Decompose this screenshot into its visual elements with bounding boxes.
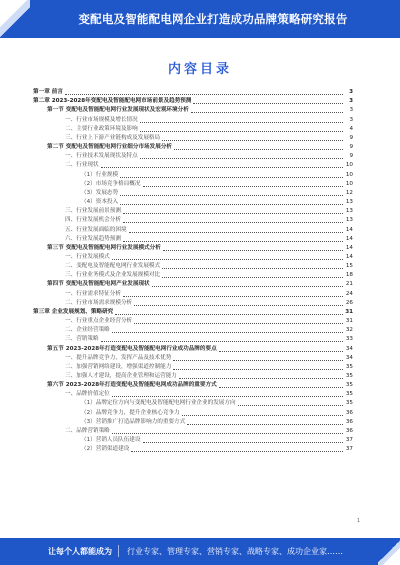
toc-leader-dots bbox=[162, 267, 343, 269]
toc-entry[interactable] bbox=[33, 115, 353, 124]
toc-entry[interactable] bbox=[33, 253, 353, 262]
toc-leader-dots bbox=[193, 102, 343, 104]
toc-entry-label: 二、加强营销网络建设，增强渠道控制能力 bbox=[65, 363, 172, 370]
toc-entry-label: 第一章 前言 bbox=[33, 89, 63, 96]
toc-leader-dots bbox=[143, 441, 344, 443]
toc-leader-dots bbox=[163, 249, 343, 251]
toc-leader-dots bbox=[173, 359, 343, 361]
toc-leader-dots bbox=[134, 322, 343, 324]
toc-entry-label: 一、行业技术发展现状及特点 bbox=[65, 153, 138, 160]
toc-leader-dots bbox=[123, 221, 343, 223]
toc-leader-dots bbox=[173, 368, 343, 370]
toc-entry[interactable] bbox=[33, 235, 353, 244]
toc-entry[interactable] bbox=[33, 308, 353, 317]
toc-entry[interactable] bbox=[33, 418, 353, 427]
toc-entry[interactable] bbox=[33, 143, 353, 152]
toc-leader-dots bbox=[140, 121, 343, 123]
toc-leader-dots bbox=[140, 130, 343, 132]
toc-leader-dots bbox=[219, 350, 343, 352]
toc-entry-label: （2）品牌竞争力，提升企业核心竞争力 bbox=[81, 409, 180, 416]
toc-entry-label: 三、营销策略 bbox=[65, 336, 99, 343]
toc-leader-dots bbox=[129, 231, 343, 233]
toc-entry-page: 31 bbox=[345, 318, 353, 325]
toc-entry-label: 第三章 企业发展规划、策略研究 bbox=[33, 308, 114, 315]
toc-entry-page: 37 bbox=[345, 437, 353, 444]
report-header-bar bbox=[0, 0, 400, 38]
footer-divider bbox=[118, 545, 119, 557]
toc-entry-label: 第三节 变配电及智能配电网行业发展模式分析 bbox=[47, 244, 161, 251]
toc-entry[interactable] bbox=[33, 225, 353, 234]
toc-entry[interactable] bbox=[33, 363, 353, 372]
toc-entry[interactable] bbox=[33, 427, 353, 436]
toc-leader-dots bbox=[123, 212, 343, 214]
toc-entry[interactable] bbox=[33, 408, 353, 417]
toc-entry[interactable] bbox=[33, 335, 353, 344]
toc-leader-dots bbox=[174, 148, 343, 150]
footer-corner-decoration bbox=[378, 538, 400, 565]
toc-leader-dots bbox=[65, 93, 343, 95]
toc-entry-page: 35 bbox=[345, 391, 353, 398]
toc-entry-page: 35 bbox=[345, 400, 353, 407]
toc-leader-dots bbox=[112, 331, 343, 333]
toc-entry-label: 三、加强人才建设，提高企业管理和运营能力 bbox=[65, 373, 177, 379]
toc-entry-label: 二、行业市场需求规模分析 bbox=[65, 299, 133, 306]
toc-entry[interactable] bbox=[33, 106, 353, 115]
footer-slogan: 让每个人都能成为 bbox=[48, 547, 112, 556]
toc-entry-label: 四、行业发展机会分析 bbox=[65, 217, 121, 224]
table-of-contents bbox=[33, 88, 353, 454]
footer-bar bbox=[0, 538, 400, 565]
toc-entry[interactable] bbox=[33, 161, 353, 170]
toc-entry-label: （3）营销推广打造品牌影响力的重要方式 bbox=[81, 418, 186, 425]
toc-entry-label: 第四节 变配电及智能配电网产业发展现状 bbox=[47, 281, 150, 288]
toc-entry-page: 4 bbox=[349, 125, 353, 132]
toc-entry-page: 9 bbox=[349, 153, 353, 160]
toc-entry-page: 9 bbox=[349, 144, 353, 151]
toc-entry-page: 36 bbox=[345, 409, 353, 416]
toc-leader-dots bbox=[162, 276, 343, 278]
toc-entry-page: 35 bbox=[345, 373, 353, 379]
toc-entry-page: 9 bbox=[349, 134, 353, 141]
toc-leader-dots bbox=[179, 377, 343, 379]
toc-entry-page: 21 bbox=[345, 281, 353, 288]
toc-leader-dots bbox=[143, 185, 344, 187]
toc-leader-dots bbox=[219, 386, 343, 388]
toc-entry-label: 一、行业重点企业经营分析 bbox=[65, 318, 133, 325]
toc-entry[interactable] bbox=[33, 445, 353, 454]
toc-entry-label: 一、品牌价值定位 bbox=[65, 391, 110, 398]
toc-leader-dots bbox=[182, 414, 343, 416]
toc-entry-page: 3 bbox=[349, 107, 353, 114]
toc-entry[interactable] bbox=[33, 372, 353, 381]
toc-entry-page: 10 bbox=[345, 162, 353, 169]
toc-entry[interactable] bbox=[33, 170, 353, 179]
toc-entry-label: 二、主要行业政策环境及影响 bbox=[65, 125, 138, 132]
toc-entry-label: 第五节 2023-2028年打造变配电及智能配电网行业成功品牌的要点 bbox=[47, 345, 217, 352]
toc-leader-dots bbox=[120, 176, 343, 178]
toc-leader-dots bbox=[187, 423, 343, 425]
toc-entry-label: （2）营销渠道建设 bbox=[81, 446, 130, 453]
toc-entry[interactable] bbox=[33, 189, 353, 198]
toc-entry-page: 14 bbox=[345, 244, 353, 251]
toc-leader-dots bbox=[120, 194, 343, 196]
toc-entry[interactable] bbox=[33, 271, 353, 280]
toc-leader-dots bbox=[140, 157, 343, 159]
toc-entry[interactable] bbox=[33, 207, 353, 216]
toc-entry-label: 二、变配电及智能配电网行业发展模式 bbox=[65, 263, 161, 270]
toc-entry-label: （1）品牌定位方向与变配电及智能配电网行业企业的发展方向 bbox=[81, 400, 236, 407]
toc-entry-page: 10 bbox=[345, 180, 353, 187]
toc-entry[interactable] bbox=[33, 180, 353, 189]
toc-entry-label: （1）营销人员队伍建设 bbox=[81, 437, 141, 444]
toc-entry-page: 34 bbox=[345, 354, 353, 361]
toc-entry[interactable] bbox=[33, 152, 353, 161]
toc-entry-label: 第一节 变配电及智能配电网行业发展现状及宏观环境分析 bbox=[47, 107, 189, 114]
toc-entry[interactable] bbox=[33, 134, 353, 143]
toc-entry-page: 26 bbox=[345, 299, 353, 306]
toc-entry-page: 18 bbox=[345, 272, 353, 279]
toc-entry-page: 10 bbox=[345, 171, 353, 178]
toc-entry-label: 二、企业经营策略 bbox=[65, 327, 110, 334]
toc-entry[interactable] bbox=[33, 326, 353, 335]
toc-entry-label: 一、行业市场规模及增长情况 bbox=[65, 116, 138, 123]
toc-entry[interactable] bbox=[33, 381, 353, 390]
toc-leader-dots bbox=[123, 240, 343, 242]
toc-entry-page: 35 bbox=[345, 382, 353, 389]
toc-entry-page: 12 bbox=[345, 189, 353, 196]
toc-entry-page: 36 bbox=[345, 418, 353, 425]
toc-entry-page: 3 bbox=[349, 116, 353, 123]
toc-entry-page: 13 bbox=[345, 199, 353, 206]
toc-entry-page: 3 bbox=[349, 89, 353, 96]
toc-entry[interactable] bbox=[33, 262, 353, 271]
toc-leader-dots bbox=[162, 139, 343, 141]
toc-entry-page: 13 bbox=[345, 208, 353, 215]
toc-entry-label: 五、行业发展面临的困境 bbox=[65, 226, 127, 233]
toc-entry-label: 三、行业发展前景预测 bbox=[65, 208, 121, 215]
toc-leader-dots bbox=[112, 432, 343, 434]
toc-entry-label: 一、行业需求特征分析 bbox=[65, 290, 121, 297]
toc-entry-label: 第二节 变配电及智能配电网行业细分市场发展分析 bbox=[47, 144, 173, 151]
toc-entry[interactable] bbox=[33, 244, 353, 253]
toc-entry-label: 六、行业发展趋势预测 bbox=[65, 235, 121, 242]
toc-entry[interactable] bbox=[33, 436, 353, 445]
toc-leader-dots bbox=[101, 340, 343, 342]
toc-entry-page: 37 bbox=[345, 446, 353, 453]
toc-entry-label: （3）发展态势 bbox=[81, 189, 119, 196]
toc-entry-label: 三、行业业务模式及企业发展规模对比 bbox=[65, 272, 161, 279]
toc-leader-dots bbox=[101, 166, 343, 168]
toc-entry-page: 32 bbox=[345, 327, 353, 334]
toc-entry-page: 15 bbox=[345, 263, 353, 270]
toc-entry-label: （1）行业规模 bbox=[81, 171, 119, 178]
toc-entry-page: 24 bbox=[345, 290, 353, 297]
toc-entry[interactable] bbox=[33, 97, 353, 106]
toc-leader-dots bbox=[238, 404, 343, 406]
toc-leader-dots bbox=[120, 203, 343, 205]
header-corner-decoration bbox=[0, 0, 30, 38]
toc-entry-page: 14 bbox=[345, 226, 353, 233]
toc-entry[interactable] bbox=[33, 125, 353, 134]
toc-leader-dots bbox=[112, 395, 343, 397]
toc-leader-dots bbox=[112, 258, 343, 260]
toc-leader-dots bbox=[115, 313, 343, 315]
toc-leader-dots bbox=[134, 304, 343, 306]
toc-entry-page: 14 bbox=[345, 253, 353, 260]
toc-entry[interactable] bbox=[33, 317, 353, 326]
toc-entry[interactable] bbox=[33, 299, 353, 308]
footer-roles: 行业专家、管理专家、营销专家、战略专家、成功企业家…… bbox=[127, 547, 343, 556]
report-title: 变配电及智能配电网企业打造成功品牌策略研究报告 bbox=[78, 12, 348, 26]
toc-entry[interactable] bbox=[33, 390, 353, 399]
toc-leader-dots bbox=[152, 285, 343, 287]
toc-entry-label: 三、行业上下游产业链构成及发展格局 bbox=[65, 134, 161, 141]
toc-entry[interactable] bbox=[33, 88, 353, 97]
toc-leader-dots bbox=[123, 295, 343, 297]
toc-entry-label: （4）资本投入 bbox=[81, 199, 119, 206]
toc-entry[interactable] bbox=[33, 289, 353, 298]
toc-entry[interactable] bbox=[33, 354, 353, 363]
toc-leader-dots bbox=[131, 450, 343, 452]
toc-entry-page: 31 bbox=[345, 308, 353, 315]
toc-heading: 内容目录 bbox=[167, 62, 232, 77]
toc-leader-dots bbox=[191, 111, 343, 113]
toc-entry[interactable] bbox=[33, 198, 353, 207]
toc-entry-label: 第六节 2023-2028年打造变配电及智能配电网成功品牌的重要方式 bbox=[47, 382, 217, 389]
toc-entry-page: 34 bbox=[345, 345, 353, 352]
toc-entry-page: 36 bbox=[345, 427, 353, 434]
toc-entry-page: 14 bbox=[345, 235, 353, 242]
toc-entry-label: 一、行业发展模式 bbox=[65, 253, 110, 260]
toc-entry-label: （2）市场竞争格局概况 bbox=[81, 180, 141, 187]
toc-entry[interactable] bbox=[33, 399, 353, 408]
toc-entry-label: 第二章 2023-2028年变配电及智能配电网市场前景及趋势预测 bbox=[33, 98, 192, 105]
toc-entry-page: 33 bbox=[345, 336, 353, 343]
toc-entry-label: 二、行业现状 bbox=[65, 162, 99, 169]
toc-entry[interactable] bbox=[33, 344, 353, 353]
toc-entry[interactable] bbox=[33, 280, 353, 289]
toc-entry[interactable] bbox=[33, 216, 353, 225]
toc-entry-page: 3 bbox=[349, 98, 353, 105]
page-number: 1 bbox=[356, 518, 360, 524]
toc-entry-page: 13 bbox=[345, 217, 353, 224]
toc-entry-label: 二、品牌营销策略 bbox=[65, 427, 110, 434]
toc-entry-label: 一、提升品牌竞争力，发挥产品及技术优势 bbox=[65, 354, 172, 361]
toc-entry-page: 35 bbox=[345, 363, 353, 370]
